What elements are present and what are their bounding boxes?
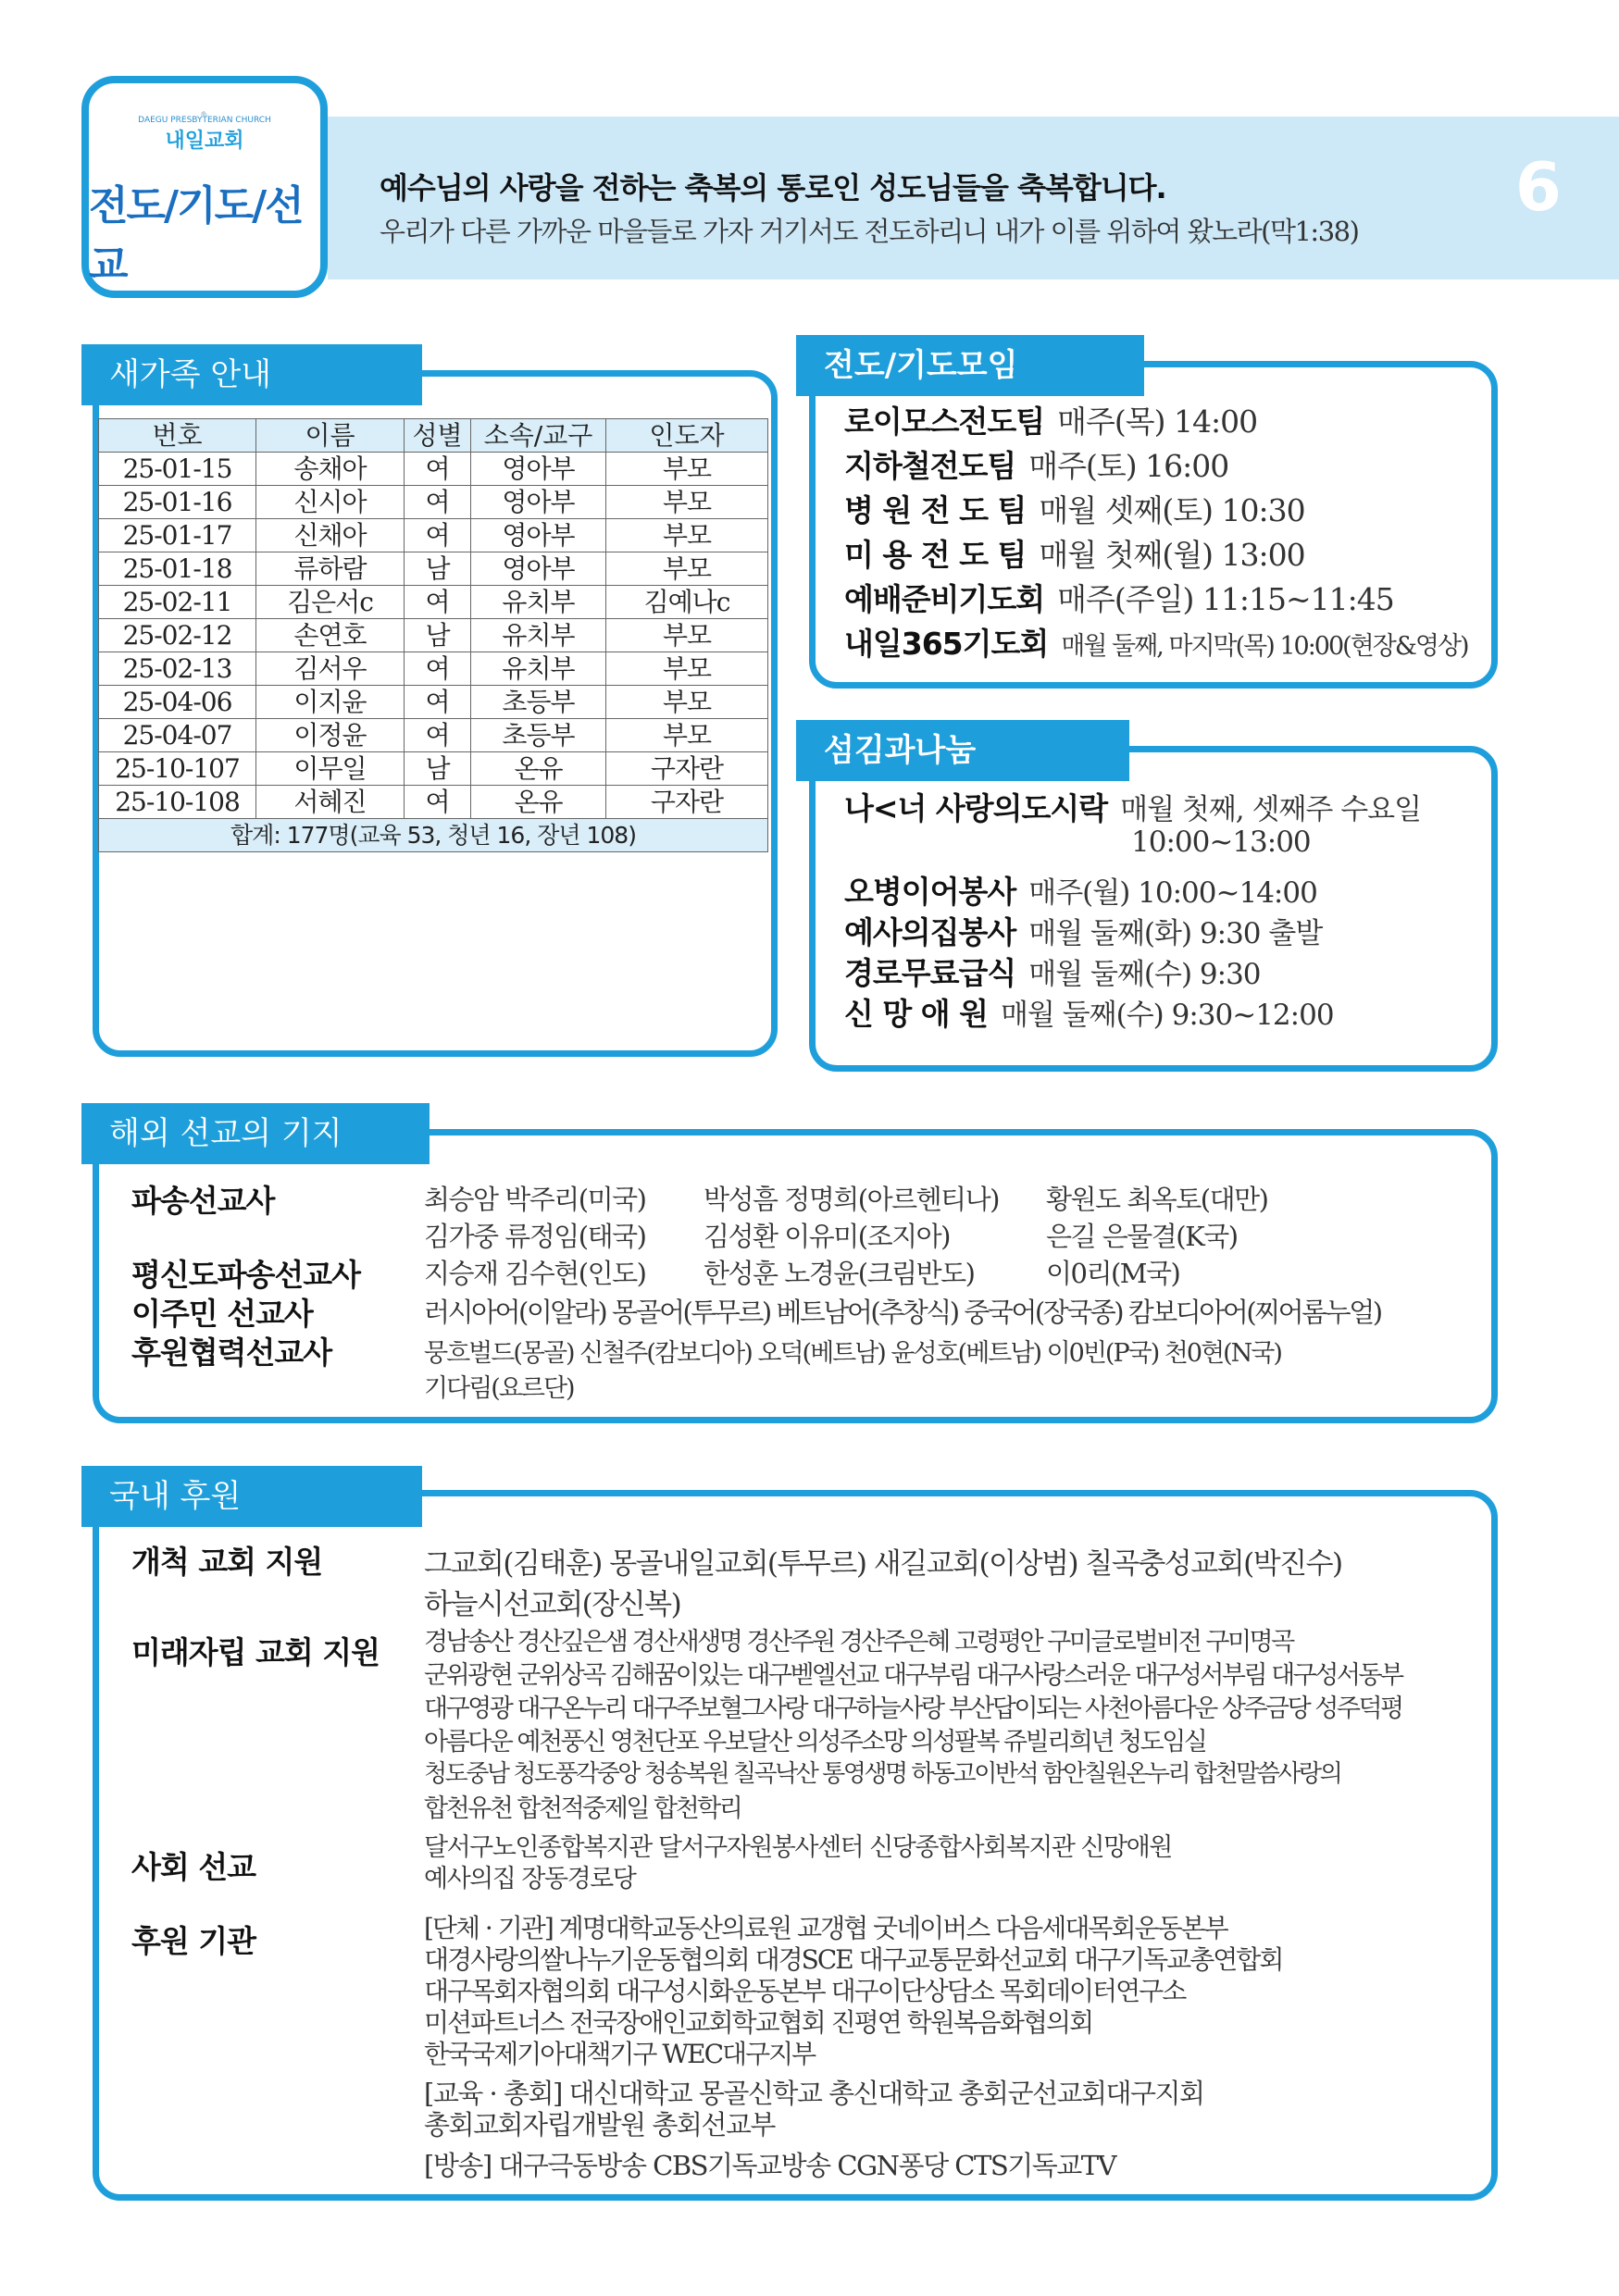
future-church-line: 군위광현 군위상곡 김해꿈이있는 대구벧엘선교 대구부림 대구사랑스러운 대구성서부림 대구성서동부 [424,1661,1402,1690]
table-cell: 여 [405,453,471,486]
overseas-tab: 해외 선교의 기지 [81,1103,430,1164]
logo-name: 내일교회 [165,130,244,153]
table-cell: 25-01-15 [99,453,256,486]
column-header: 이름 [256,419,405,453]
future-church-line: 청도중남 청도풍각중앙 청송복원 칠곡낙산 통영생명 하동고이반석 함안칠원온누리 합천말씀사랑의 [424,1760,1341,1788]
table-row [99,719,768,752]
prayer-item-name: 내일365기도회 [844,626,1049,662]
table-cell: 여 [405,719,471,752]
serving-tab: 섬김과나눔 [796,720,1129,781]
header-verse: 우리가 다른 가까운 마을들로 가자 거기서도 전도하리니 내가 이를 위하여 왔노라(막1:38) [380,216,1359,247]
table-cell: 류하람 [256,552,405,586]
prayer-item-name: 로이모스전도팀 [844,403,1045,440]
table-cell: 온유 [471,786,606,819]
table-cell: 영아부 [471,486,606,519]
table-cell: 부모 [606,486,768,519]
logo-subtitle: DAEGU PRESBYTERIAN CHURCH [138,116,271,125]
organization-line: 대경사랑의쌀나누기운동협의회 대경SCE 대구교통문화선교회 대구기독교총연합회 [424,1944,1283,1975]
serving-item [844,909,1322,952]
future-church-line: 아름다운 예천풍신 영천단포 우보달산 의성주소망 의성팔복 쥬빌리희년 청도임실 [424,1728,1206,1756]
pioneer-churches: 하늘시선교회(장신복) [424,1588,681,1621]
layperson-missionary: 지승재 김수현(인도) [424,1258,646,1289]
table-cell: 여 [405,786,471,819]
prayer-item-time: 매월 첫째(월) 13:00 [1039,537,1305,573]
table-cell: 구자란 [606,786,768,819]
table-cell: 유치부 [471,652,606,686]
prayer-item-name: 지하철전도팀 [844,448,1016,484]
table-cell: 25-01-16 [99,486,256,519]
sent-missionary: 최승암 박주리(미국) [424,1184,646,1215]
sent-missionary: 김가중 류정임(태국) [424,1221,646,1252]
table-header-row [99,419,768,453]
table-cell: 유치부 [471,586,606,619]
prayer-item [844,487,1305,530]
social-label: 사회 선교 [131,1849,256,1885]
table-cell: 김예나c [606,586,768,619]
prayer-item-time: 매주(목) 14:00 [1057,403,1258,440]
table-cell: 부모 [606,519,768,552]
prayer-item-time: 매주(토) 16:00 [1028,448,1229,484]
serving-item-name: 신 망 애 원 [844,996,988,1032]
migrant-missionary: 러시아어(이알라) 몽골어(투무르) 베트남어(추창식) 중국어(장국종) 캄보디아어(찌어롬누얼) [424,1297,1381,1328]
table-cell: 25-10-107 [99,752,256,786]
support-missionary: 뭉흐벌드(몽골) 신철주(캄보디아) 오덕(베트남) 윤성호(베트남) 이0빈(P국) 천0현(N국) [424,1339,1281,1368]
table-cell: 남 [405,552,471,586]
table-row [99,619,768,652]
column-header: 성별 [405,419,471,453]
sent-missionary: 김성환 이유미(조지아) [704,1221,950,1252]
pioneer-label: 개척 교회 지원 [131,1544,323,1580]
table-cell: 영아부 [471,519,606,552]
organization-line: 한국국제기아대책기구 WEC대구지부 [424,2039,816,2069]
table-cell: 여 [405,686,471,719]
table-row [99,519,768,552]
new-family-tab: 새가족 안내 [81,344,422,405]
table-cell: 서혜진 [256,786,405,819]
table-cell: 유치부 [471,619,606,652]
table-cell: 이무일 [256,752,405,786]
new-family-table [98,418,768,852]
future-church-line: 경남송산 경산깊은샘 경산새생명 경산주원 경산주은혜 고령평안 구미글로벌비전 구미명곡 [424,1628,1293,1657]
column-header: 소속/교구 [471,419,606,453]
table-cell: 25-02-13 [99,652,256,686]
table-row [99,486,768,519]
table-cell: 신채아 [256,519,405,552]
serving-item-name: 나<너 사랑의도시락 [844,790,1108,826]
serving-item-name: 오병이어봉사 [844,874,1016,910]
serving-item-name: 경로무료급식 [844,955,1016,991]
prayer-item [844,576,1394,619]
sent-missionary: 박성흠 정명희(아르헨티나) [704,1184,1000,1215]
table-cell: 25-04-07 [99,719,256,752]
logo-box [81,76,328,298]
serving-item-time: 매월 첫째, 셋째주 수요일 [1120,793,1422,826]
serving-item [844,868,1317,912]
edu-organizations: 총회교회자립개발원 총회선교부 [424,2109,775,2141]
page-section-title: 전도/기도/선교 [89,182,303,289]
table-row [99,453,768,486]
table-row [99,686,768,719]
social-mission: 달서구노인종합복지관 달서구자원봉사센터 신당종합사회복지관 신망애원 [424,1833,1172,1862]
table-cell: 부모 [606,552,768,586]
edu-organizations: [교육 · 총회] 대신대학교 몽골신학교 총신대학교 총회군선교회대구지회 [424,2078,1204,2109]
sent-missionary-label: 파송선교사 [131,1183,275,1219]
table-cell: 구자란 [606,752,768,786]
sent-missionary: 은길 은물결(K국) [1046,1221,1238,1252]
table-cell: 남 [405,752,471,786]
table-cell: 이정윤 [256,719,405,752]
table-cell: 영아부 [471,453,606,486]
serving-item-name: 예사의집봉사 [844,914,1016,950]
prayer-item [844,442,1228,486]
table-cell: 여 [405,486,471,519]
table-cell: 손연호 [256,619,405,652]
table-cell: 25-10-108 [99,786,256,819]
table-cell: 부모 [606,652,768,686]
table-cell: 부모 [606,453,768,486]
domestic-tab: 국내 후원 [81,1466,422,1527]
table-cell: 25-01-17 [99,519,256,552]
future-church-line: 대구영광 대구온누리 대구주보혈그사랑 대구하늘사랑 부산답이되는 사천아름다운 상주금당 성주덕평 [424,1694,1402,1723]
org-label: 후원 기관 [131,1923,256,1959]
support-missionary-label: 후원협력선교사 [131,1334,332,1371]
prayer-item [844,398,1257,441]
table-cell: 여 [405,652,471,686]
serving-item-time: 매월 둘째(수) 9:30 [1028,958,1261,991]
migrant-missionary-label: 이주민 선교사 [131,1296,313,1332]
table-row [99,552,768,586]
family-total: 합계: 177명(교육 53, 청년 16, 장년 108) [99,819,768,852]
pioneer-churches: 그교회(김태훈) 몽골내일교회(투무르) 새길교회(이상범) 칠곡충성교회(박진수) [424,1547,1342,1581]
serving-item [844,949,1261,993]
table-cell: 25-02-12 [99,619,256,652]
column-header: 인도자 [606,419,768,453]
table-cell: 부모 [606,719,768,752]
table-row [99,652,768,686]
serving-item [844,990,1334,1034]
serving-item-time: 매월 둘째(화) 9:30 출발 [1028,917,1323,950]
table-cell: 부모 [606,686,768,719]
page-number: 6 [1514,148,1562,226]
table-cell: 김서우 [256,652,405,686]
table-cell: 영아부 [471,552,606,586]
table-cell: 초등부 [471,686,606,719]
prayer-item-time: 매주(주일) 11:15~11:45 [1057,581,1394,617]
serving-item-time: 10:00~13:00 [1131,825,1311,859]
prayer-item [844,531,1305,575]
table-cell: 25-02-11 [99,586,256,619]
table-cell: 초등부 [471,719,606,752]
prayer-item-time: 매월 둘째, 마지막(목) 10:00(현장&영상) [1061,632,1468,661]
table-cell: 여 [405,586,471,619]
prayer-tab: 전도/기도모임 [796,335,1144,396]
future-label: 미래자립 교회 지원 [131,1634,380,1670]
organization-line: [단체 · 기관] 계명대학교동산의료원 교갱협 굿네이버스 다음세대목회운동본부 [424,1913,1227,1943]
table-cell: 온유 [471,752,606,786]
table-cell: 남 [405,619,471,652]
table-cell: 송채아 [256,453,405,486]
header-main-text: 예수님의 사랑을 전하는 축복의 통로인 성도님들을 축복합니다. [380,170,1166,205]
social-mission: 예사의집 장동경로당 [424,1865,636,1893]
table-row [99,786,768,819]
serving-item-time: 매주(월) 10:00~14:00 [1028,876,1317,910]
broadcast-organizations: [방송] 대구극동방송 CBS기독교방송 CGN퐁당 CTS기독교TV [424,2150,1116,2181]
table-row [99,586,768,619]
layperson-missionary-label: 평신도파송선교사 [131,1257,361,1293]
table-cell: 김은서c [256,586,405,619]
sent-missionary: 황원도 최옥토(대만) [1046,1184,1268,1215]
table-cell: 신시아 [256,486,405,519]
support-missionary: 기다림(요르단) [424,1374,574,1403]
future-church-line: 합천유천 합천적중제일 합천학리 [424,1794,741,1823]
prayer-item-time: 매월 셋째(토) 10:30 [1039,492,1305,528]
serving-item [844,785,1421,828]
table-cell: 여 [405,519,471,552]
table-cell: 25-04-06 [99,686,256,719]
prayer-item-name: 병 원 전 도 팀 [844,492,1027,528]
organization-line: 미션파트너스 전국장애인교회학교협회 진평연 학원복음화협의회 [424,2007,1093,2038]
serving-item-time: 매월 둘째(수) 9:30~12:00 [1000,999,1334,1032]
layperson-missionary: 이0리(M국) [1046,1258,1180,1289]
prayer-item-name: 미 용 전 도 팀 [844,537,1027,573]
prayer-item-name: 예배준비기도회 [844,581,1045,617]
column-header: 번호 [99,419,256,453]
table-cell: 이지윤 [256,686,405,719]
table-cell: 25-01-18 [99,552,256,586]
layperson-missionary: 한성훈 노경윤(크림반도) [704,1258,975,1289]
prayer-item [844,620,1468,664]
table-cell: 부모 [606,619,768,652]
organization-line: 대구목회자협의회 대구성시화운동본부 대구이단상담소 목회데이터연구소 [424,1976,1186,2006]
table-row [99,752,768,786]
